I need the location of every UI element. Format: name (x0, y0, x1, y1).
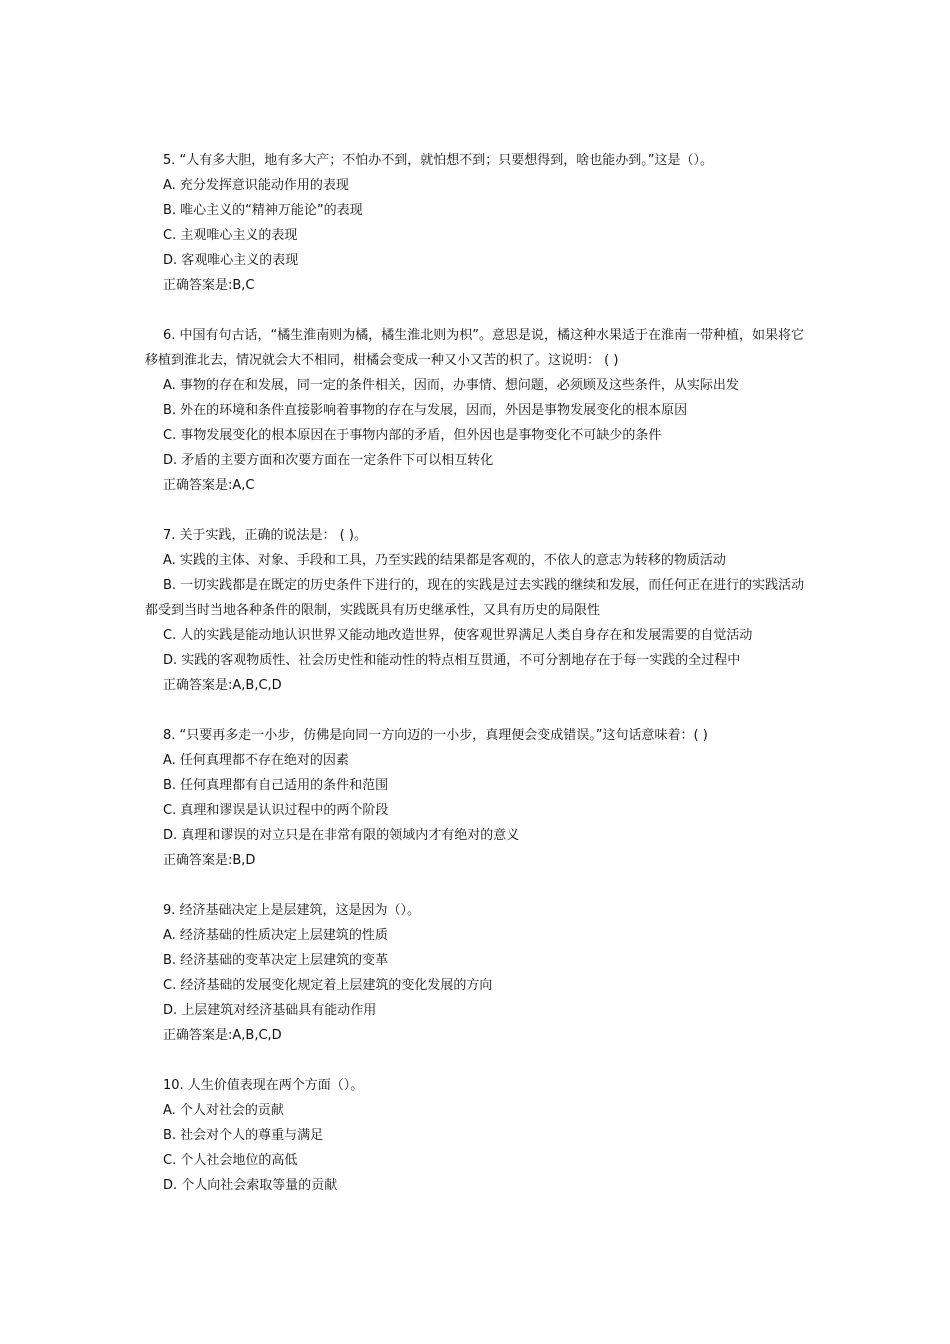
question-list (145, 148, 805, 1223)
option-a: A. 事物的存在和发展，同一定的条件相关，因而，办事情、想问题，必须顾及这些条件，从实际出发 (163, 378, 739, 393)
question-5 (145, 148, 805, 298)
question-9 (145, 898, 805, 1048)
correct-answer: 正确答案是:A,C (163, 478, 255, 493)
option-b: B. 任何真理都有自己适用的条件和范围 (163, 778, 389, 793)
question-stem: 10. 人生价值表现在两个方面（）。 (163, 1078, 364, 1093)
option-b: B. 外在的环境和条件直接影响着事物的存在与发展，因而，外因是事物发展变化的根本原因 (163, 403, 688, 418)
option-b: B. 社会对个人的尊重与满足 (163, 1128, 324, 1143)
option-d: D. 个人向社会索取等量的贡献 (163, 1178, 338, 1193)
option-d: D. 实践的客观物质性、社会历史性和能动性的特点相互贯通，不可分割地存在于每一实践的全过程中 (163, 653, 741, 668)
option-a: A. 实践的主体、对象、手段和工具，乃至实践的结果都是客观的，不依人的意志为转移的物质活动 (163, 553, 726, 568)
question-stem: 6. 中国有句古话，“橘生淮南则为橘，橘生淮北则为枳”。意思是说，橘这种水果适于在淮南一带种植，如果将它移植到淮北去，情况就会大不相同，柑橘会变成一种又小又苦的枳了。这说明： ( ) (145, 328, 805, 368)
question-stem: 7. 关于实践，正确的说法是： ( )。 (163, 528, 367, 543)
option-b: B. 经济基础的变革决定上层建筑的变革 (163, 953, 389, 968)
option-d: D. 真理和谬误的对立只是在非常有限的领域内才有绝对的意义 (163, 828, 520, 843)
option-c: C. 人的实践是能动地认识世界又能动地改造世界，使客观世界满足人类自身存在和发展需要的自觉活动 (163, 628, 753, 643)
option-a: A. 充分发挥意识能动作用的表现 (163, 178, 349, 193)
question-8 (145, 723, 805, 873)
option-c: C. 经济基础的发展变化规定着上层建筑的变化发展的方向 (163, 978, 493, 993)
option-d: D. 客观唯心主义的表现 (163, 253, 299, 268)
question-stem: 9. 经济基础决定上是层建筑，这是因为（）。 (163, 903, 421, 918)
option-a: A. 任何真理都不存在绝对的因素 (163, 753, 349, 768)
option-b: B. 一切实践都是在既定的历史条件下进行的，现在的实践是过去实践的继续和发展，而任何正在进行的实践活动都受到当时当地各种条件的限制，实践既具有历史继承性，又具有历史的局限性 (145, 578, 805, 618)
correct-answer: 正确答案是:B,D (163, 853, 256, 868)
correct-answer: 正确答案是:B,C (163, 278, 255, 293)
correct-answer: 正确答案是:A,B,C,D (163, 1028, 282, 1043)
question-6 (145, 323, 805, 498)
option-d: D. 上层建筑对经济基础具有能动作用 (163, 1003, 377, 1018)
option-c: C. 事物发展变化的根本原因在于事物内部的矛盾，但外因也是事物变化不可缺少的条件 (163, 428, 662, 443)
option-c: C. 主观唯心主义的表现 (163, 228, 298, 243)
correct-answer: 正确答案是:A,B,C,D (163, 678, 282, 693)
question-7 (145, 523, 805, 698)
question-stem: 8. “只要再多走一小步，仿佛是向同一方向迈的一小步，真理便会变成错误。”这句话意味着：( ) (163, 728, 708, 743)
question-stem: 5. “人有多大胆，地有多大产；不怕办不到，就怕想不到；只要想得到，啥也能办到。”这是（）。 (163, 153, 714, 168)
question-10 (145, 1073, 805, 1198)
option-d: D. 矛盾的主要方面和次要方面在一定条件下可以相互转化 (163, 453, 494, 468)
option-a: A. 经济基础的性质决定上层建筑的性质 (163, 928, 388, 943)
option-c: C. 真理和谬误是认识过程中的两个阶段 (163, 803, 389, 818)
option-b: B. 唯心主义的“精神万能论”的表现 (163, 203, 363, 218)
option-c: C. 个人社会地位的高低 (163, 1153, 298, 1168)
option-a: A. 个人对社会的贡献 (163, 1103, 284, 1118)
